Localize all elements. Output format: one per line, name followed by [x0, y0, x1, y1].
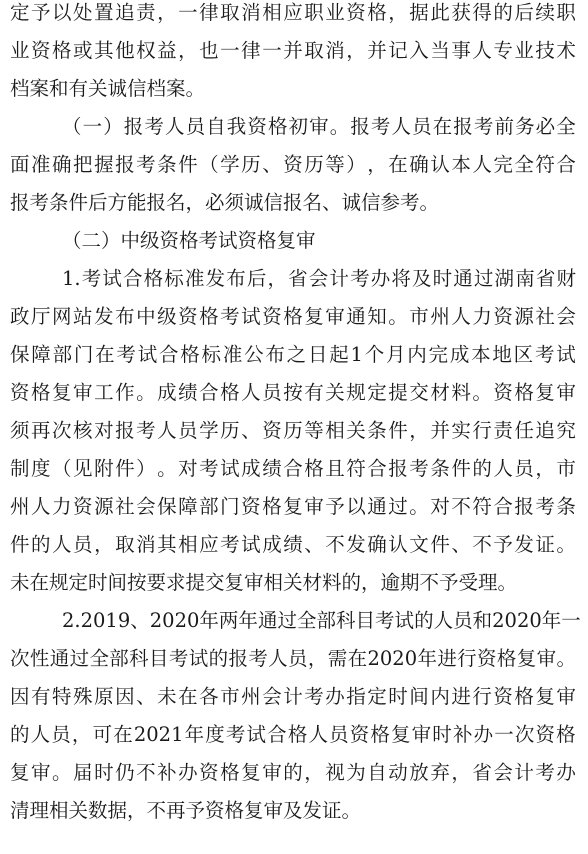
text-line: 报考条件后方能报名，必须诚信报名、诚信参考。 [10, 191, 440, 214]
document-body [10, 0, 581, 830]
text-line: 制 度 （ 见 附 件 ） 。 对 考 试 成 绩 合 格 且 符 合 报 考 条 件 的 人 员 ， 市 [10, 457, 576, 480]
text-line: 定 予 以 处 置 追 责 ， 一 律 取 消 相 应 职 业 资 格 ， 据 此 获 得 的 后 续 职 [10, 1, 576, 24]
text-line: 复 审 。 届 时 仍 不 补 办 资 格 复 审 的 ， 视 为 自 动 放 弃 ， 省 会 计 考 办 [10, 761, 576, 784]
text-line: 须 再 次 核 对 报 考 人 员 学 历 、 资 历 等 相 关 条 件 ， 并 实 行 责 任 追 究 [10, 419, 576, 442]
text-line: 未在规定时间按要求提交复审相关材料的，逾期不予受理。 [10, 571, 518, 594]
text-line: 政 厅 网 站 发 布 中 级 资 格 考 试 资 格 复 审 通 知 。 市 州 人 力 资 源 社 会 [10, 305, 576, 328]
text-line: 件 的 人 员 ， 取 消 其 相 应 考 试 成 绩 、 不 发 确 认 文 件 、 不 予 发 证 。 [10, 533, 576, 556]
text-line: 1. 考 试 合 格 标 准 发 布 后 ， 省 会 计 考 办 将 及 时 通 过 湖 南 省 财 [62, 267, 576, 290]
text-line: 业 资 格 或 其 他 权 益 ， 也 一 律 一 并 取 消 ， 并 记 入 当 事 人 专 业 技 术 [10, 39, 576, 62]
text-line: 面 准 确 把 握 报 考 条 件 （ 学 历 、 资 历 等 ） ， 在 确 认 本 人 完 全 符 合 [10, 153, 576, 176]
text-line: 州 人 力 资 源 社 会 保 障 部 门 资 格 复 审 予 以 通 过 。 对 不 符 合 报 考 条 [10, 495, 576, 518]
text-line: 2.2019 、 2020 年 两 年 通 过 全 部 科 目 考 试 的 人 员 和 2020 年 一 [62, 609, 581, 632]
text-line: 的 人 员 ， 可 在 2021 年 度 考 试 合 格 人 员 资 格 复 审 时 补 办 一 次 资 格 [10, 723, 576, 746]
text-line: 清理相关数据，不再予资格复审及发证。 [10, 799, 362, 822]
text-line: （ 一 ） 报 考 人 员 自 我 资 格 初 审 。 报 考 人 员 在 报 考 前 务 必 全 [62, 115, 576, 138]
text-line: 资 格 复 审 工 作 。 成 绩 合 格 人 员 按 有 关 规 定 提 交 材 料 。 资 格 复 审 [10, 381, 576, 404]
text-line: 保 障 部 门 在 考 试 合 格 标 准 公 布 之 日 起 1 个 月 内 完 成 本 地 区 考 试 [10, 343, 576, 366]
text-line: 次 性 通 过 全 部 科 目 考 试 的 报 考 人 员 ， 需 在 2020 年 进 行 资 格 复 审 。 [10, 647, 576, 670]
text-line: 档案和有关诚信档案。 [10, 77, 206, 100]
text-line: 因 有 特 殊 原 因 、 未 在 各 市 州 会 计 考 办 指 定 时 间 内 进 行 资 格 复 审 [10, 685, 576, 708]
text-line: （二）中级资格考试资格复审 [62, 229, 316, 252]
